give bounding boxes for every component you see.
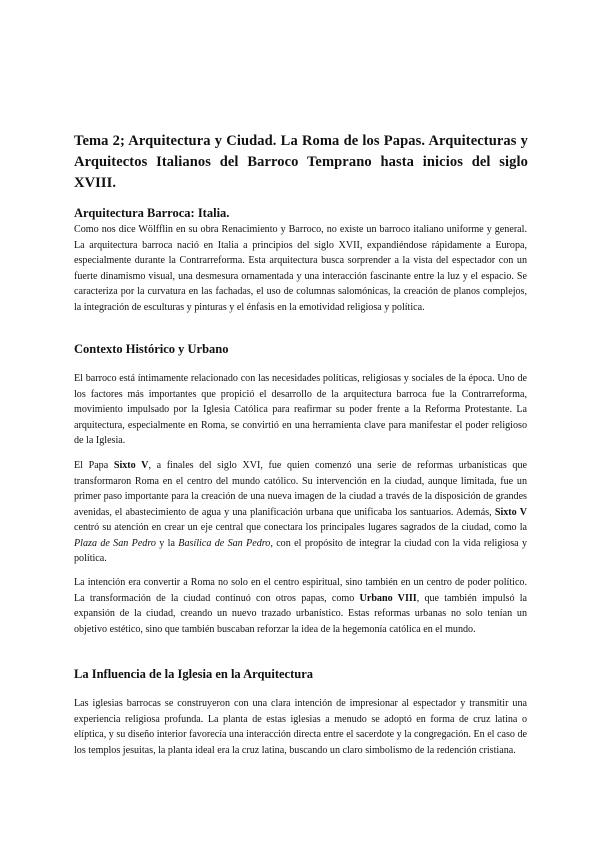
text-run: centró su atención en crear un eje central que conectara los principales lugares sagrados de la ciudad, como la: [74, 522, 527, 533]
bold-name-sixto: Sixto V: [494, 506, 527, 518]
text-run: , a finales del siglo XVI, fue quien comenzó una serie de reformas urbanísticas que transformaron Roma en el centro del mundo católico. Su intervención en la ciudad, aunque limitada, fue un primer paso importante para la creación de una nueva imagen de la ciudad a través de la disposición de grandes avenidas, el abastecimiento de agua y una planificación urbana que unificaba los santuarios. Además,: [74, 460, 528, 518]
document-title: Tema 2; Arquitectura y Ciudad. La Roma de los Papas. Arquitecturas y Arquitectos Italianos del Barroco Temprano hasta inicios del siglo XVIII.: [74, 133, 528, 191]
text-run: y la: [155, 537, 179, 549]
italic-place-basilica: Basílica de San Pedro: [178, 537, 271, 549]
bold-name-sixto: Sixto V: [113, 460, 149, 471]
text-run: , con el propósito de integrar la ciudad con la vida religiosa y política.: [74, 537, 527, 564]
paragraph-contexto-2: [74, 458, 527, 567]
bold-name-urbano: Urbano VIII: [359, 592, 417, 604]
paragraph-contexto-1: El barroco está íntimamente relacionado con las necesidades políticas, religiosas y sociales de la época. Uno de los factores más importantes que propició el desarrollo de la arquitectura barroca fue la Contrarreforma, movimiento impulsado por la Iglesia Católica para reafirmar su poder frente a la Reforma Protestante. La arquitectura, especialmente en Roma, se convirtió en una herramienta clave para manifestar el poder religioso de la Iglesia.: [74, 373, 527, 446]
text-run: El Papa: [74, 460, 114, 471]
paragraph-barroco: Como nos dice Wölfflin en su obra Renacimiento y Barroco, no existe un barroco italiano uniforme y general. La arquitectura barroca nació en Italia a principios del siglo XVII, expandiéndose rápidamente a Europa, especialmente durante la Contrarreforma. Esta arquitectura busca sorprender a la vista del espectador con un fuerte dinamismo visual, una desmesura ornamentada y una interacción fascinante entre la luz y el espacio. Se caracteriza por la curvatura en las fachadas, el uso de columnas salomónicas, la creación de planos complejos, la integración de esculturas y pinturas y el énfasis en la emotividad religiosa y política.: [74, 224, 527, 313]
section-heading-contexto: Contexto Histórico y Urbano: [74, 342, 229, 356]
text-run: La intención era convertir a Roma no solo en el centro espiritual, sino también en un centro de poder político. La transformación de la ciudad continuó con otros papas, como: [74, 577, 527, 604]
text-run: , que también impulsó la expansión de la ciudad, creando un nuevo trazado urbanístico. Estas reformas urbanas no solo tenían un objetivo estético, sino que también buscaban reforzar la idea de la hegemonía católica en el mundo.: [74, 592, 527, 635]
paragraph-contexto-3: [74, 575, 527, 637]
paragraph-iglesia: Las iglesias barrocas se construyeron con una clara intención de impresionar al espectador y transmitir una experiencia religiosa profunda. La planta de estas iglesias a menudo se adoptó en forma de cruz latina o elíptica, y su diseño interior favorecía una interacción directa entre el sacerdote y la congregación. En el caso de los templos jesuitas, la planta ideal era la cruz latina, buscando un claro simbolismo de la redención cristiana.: [74, 698, 527, 756]
section-heading-iglesia: La Influencia de la Iglesia en la Arquitectura: [74, 667, 314, 681]
italic-place-plaza: Plaza de San Pedro: [74, 537, 156, 549]
section-heading-barroco: Arquitectura Barroca: Italia.: [74, 206, 230, 220]
